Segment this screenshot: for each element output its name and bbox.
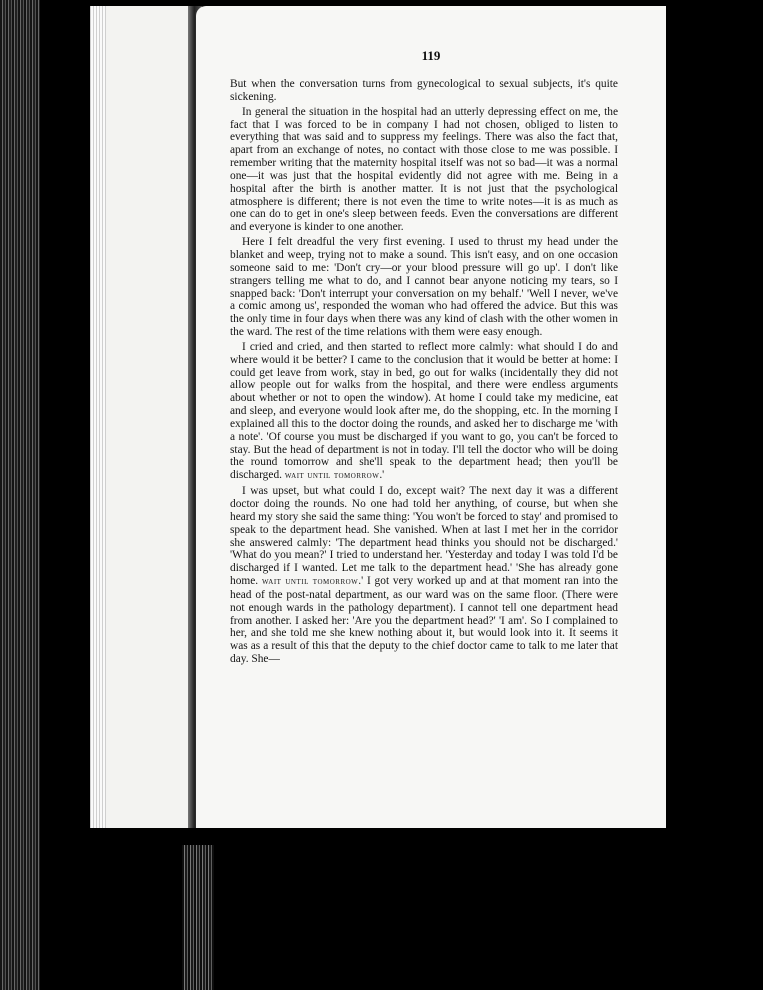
paragraph-text: I cried and cried, and then started to reflect more calmly: what should I do and where would it be better? I came to the conclusion that it would be better at home: I could get leave from work, stay in bed, go out for walks (incidentally they did not allow people out for walks from the hospital, and there were endless arguments about whether or not to open the window). At home I could take my medicine, eat and sleep, and everyone would look after me, do the shopping, etc. In the morning I explained all this to the doctor doing the rounds, and asked her to discharge me 'with a note'. 'Of course you must be discharged if you want to go, you can't be forced to stay. But the head of department is not in today. I'll tell the doctor who will be doing the round tomorrow and she'll speak to the department head; then you'll be discharged.	[230, 340, 618, 482]
small-caps-text: wait until tomorrow	[284, 470, 380, 482]
book-binding-edge	[182, 845, 214, 990]
paragraph-text: I was upset, but what could I do, except wait? The next day it was a different doctor doing the rounds. No one had told her anything, of course, but when she heard my story she said the same thing: 'You won't be forced to stay' and promised to speak to the department head. She vanished. When at last I met her in the corridor she answered calmly: 'The department head thinks you should not be discharged.' 'What do you mean?' I tried to understand her. 'Yesterday and today I was told I'd be discharged if I wanted. Let me talk to the department head.' 'She has already gone home.	[230, 485, 618, 588]
paragraph	[230, 485, 618, 666]
paragraph-text: .' I got very worked up and at that moment ran into the head of the post-natal department, as our ward was on the same floor. (There were not enough wards in the pathology department). I cannot tell one department head from another. I asked her: 'Are you the department head?' 'I am'. So I complained to her, and she told me she knew nothing about it, but would look into it. It seems it was as a result of this that the deputy to the chief doctor came to talk to me later that day. She—	[230, 575, 618, 666]
paragraph: In general the situation in the hospital had an utterly depressing effect on me, the fact that I was forced to be in company I had not chosen, obliged to listen to everything that was said and to suppress my feelings. There was also the fact that, apart from an exchange of notes, no contact with those close to me was possible. I remember writing that the maternity hospital itself was not so bad—it was a normal one—it was just that the hospital evidently did not agree with me. Being in a hospital after the birth is another matter. It is not just that the psychological atmosphere is different; there is not even the time to write notes—it is as much as one can do to get in one's sleep between feeds. Even the conversations are different and everyone is kinder to one another.	[230, 105, 618, 234]
left-page	[90, 6, 200, 828]
paragraph-text: .'	[379, 469, 385, 482]
book-spine-shadow	[0, 0, 40, 990]
page-number: 119	[421, 48, 441, 63]
page-body	[230, 78, 618, 666]
paragraph: But when the conversation turns from gynecological to sexual subjects, it's quite sickening.	[230, 78, 618, 103]
paragraph	[230, 341, 618, 483]
small-caps-text: wait until tomorrow	[261, 576, 359, 588]
page-edge	[90, 6, 106, 828]
paragraph: Here I felt dreadful the very first evening. I used to thrust my head under the blanket and weep, trying not to make a sound. This isn't easy, and on one occasion someone said to me: 'Don't cry—or your blood pressure will go up'. I don't like strangers telling me what to do, and I cannot bear anyone noticing my tears, so I snapped back: 'Don't interrupt your conversation on my behalf.' 'Well I never, we've a comic among us', responded the woman who had offered the advice. But this was the only time in four days when there was any kind of clash with the other women in the ward. The rest of the time relations with them were easy enough.	[230, 236, 618, 339]
